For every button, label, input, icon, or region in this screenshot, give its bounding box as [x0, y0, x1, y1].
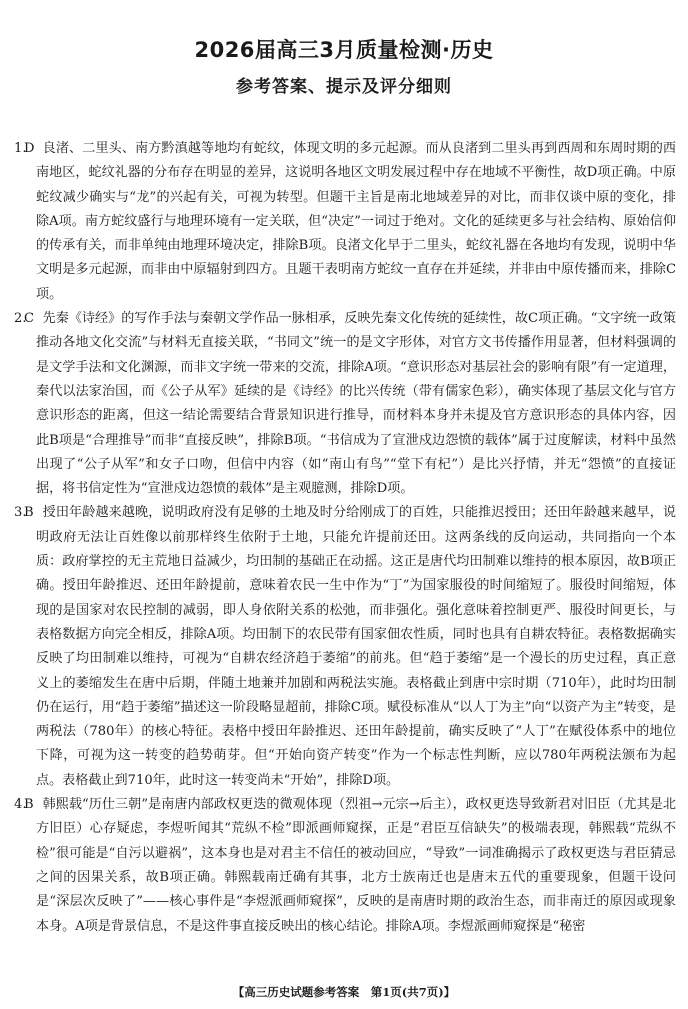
answer-explanation: 良渚、二里头、南方黔滇越等地均有蛇纹，体现文明的多元起源。而从良渚到二里头再到西周和东周时期的西南地区，蛇纹礼器的分布存在明显的差异，这说明各地区文明发展过程中存在地域不平衡性，故D项正确。中原蛇纹减少确实与“龙”的兴起有关，可视为转型。但题干主旨是南北地域差异的对比，而非仅谈中原的变化，排除A项。南方蛇纹盛行与地理环境有一定关联，但“决定”一词过于绝对。文化的延续更多与社会结构、原始信仰的传承有关，而非单纯由地理环境决定，排除B项。良渚文化早于二里头，蛇纹礼器在各地均有发现，说明中华文明是多元起源，而非由中原辐射到四方。且题干表明南方蛇纹一直存在并延续，并非由中原传播而来，排除C项。	[36, 141, 676, 302]
answer-number: 1.	[14, 141, 27, 156]
answer-number: 2.	[14, 311, 27, 327]
answer-choice: B	[24, 505, 34, 521]
page-subtitle: 参考答案、提示及评分细则	[236, 77, 452, 97]
answer-body	[14, 137, 676, 969]
page-footer	[0, 984, 688, 1000]
footer-course: 【高三历史试题参考答案	[232, 985, 360, 999]
answer-item-1	[14, 137, 676, 307]
answer-number: 3.	[14, 505, 27, 521]
answer-explanation: 韩熙载“历仕三朝”是南唐内部政权更迭的微观体现（烈祖→元宗→后主），政权更迭导致新君对旧臣（尤其是北方旧臣）心存疑虑，李煜听闻其“荒纵不检”即派画师窥探，正是“君臣互信缺失”的极端表现，韩熙载“荒纵不检”很可能是“自污以避祸”，这本身也是对君主不信任的被动回应，“导致”一词准确揭示了政权更迭与君臣猜忌之间的因果关系，故B项正确。韩熙载南迁确有其事，北方士族南迁也是唐末五代的重要现象，但题干设问是“深层次反映了”——核心事件是“李煜派画师窥探”，反映的是南唐时期的政治生态，而非南迁的原因或现象本身。A项是背景信息，不是这件事直接反映出的核心结论。排除A项。李煜派画师窥探是“秘密	[36, 797, 676, 934]
answer-item-4	[14, 793, 676, 939]
answer-item-3	[14, 501, 676, 793]
answer-explanation: 先秦《诗经》的写作手法与秦朝文学作品一脉相承，反映先秦文化传统的延续性，故C项正确。“文字统一政策推动各地文化交流”与材料无直接关联，“书同文”统一的是文字形体，对官方文书传播作用显著，但材料强调的是文学手法和文化渊源，而非文字统一带来的交流，排除A项。“意识形态对基层社会的影响有限”有一定道理，秦代以法家治国，而《公子从军》延续的是《诗经》的比兴传统（带有儒家色彩），确实体现了基层文化与官方意识形态的距离，但这一结论需要结合背景知识进行推导，而材料本身并未提及官方意识形态的具体内容，因此B项是“合理推导”而非“直接反映”，排除B项。“书信成为了宣泄戍边怨愤的载体”属于过度解读，材料中虽然出现了“公子从军”和女子口吻，但信中内容（如“南山有鸟”“堂下有杞”）是比兴抒情，并无“怨愤”的直接证据，将书信定性为“宣泄戍边怨愤的载体”是主观臆测，排除D项。	[36, 311, 676, 497]
footer-page-info: 第1页(共7页)】	[370, 985, 456, 999]
answer-choice: C	[24, 311, 35, 327]
answer-choice: B	[24, 797, 34, 813]
page-title: 2026届高三3月质量检测·历史	[194, 38, 494, 62]
answer-choice: D	[24, 141, 35, 156]
answer-item-2	[14, 307, 676, 501]
answer-explanation: 授田年龄越来越晚，说明政府没有足够的土地及时分给刚成丁的百姓，只能推迟授田；还田年龄越来越早，说明政府无法让百姓像以前那样终生依附于土地，只能允许提前还田。这两条线的反向运动，共同指向一个本质：政府掌控的无主荒地日益减少，均田制的基础正在动摇。这正是唐代均田制难以维持的根本原因，故B项正确。授田年龄推迟、还田年龄提前，意味着农民一生中作为“丁”为国家服役的时间缩短了。服役时间缩短，体现的是国家对农民控制的减弱，即人身依附关系的松弛，而非强化。强化意味着控制更严、服役时间更长，与表格数据方向完全相反，排除A项。均田制下的农民带有国家佃农性质，同时也具有自耕农特征。表格数据确实反映了均田制难以维持，可视为“自耕农经济趋于萎缩”的前兆。但“趋于萎缩”是一个漫长的历史过程，真正意义上的萎缩发生在唐中后期，伴随土地兼并加剧和两税法实施。表格截止到唐中宗时期（710年），此时均田制仍在运行，用“趋于萎缩”描述这一阶段略显超前，排除C项。赋役标准从“以人丁为主”向“以资产为主”转变，是两税法（780年）的核心特征。表格中授田年龄推迟、还田年龄提前，确实反映了“人丁”在赋役体系中的地位下降，可视为这一转变的趋势萌芽。但“开始向资产转变”作为一个标志性判断，应以780年两税法颁布为起点。表格截止到710年，此时这一转变尚未“开始”，排除D项。	[36, 505, 676, 788]
answer-number: 4.	[14, 797, 27, 813]
